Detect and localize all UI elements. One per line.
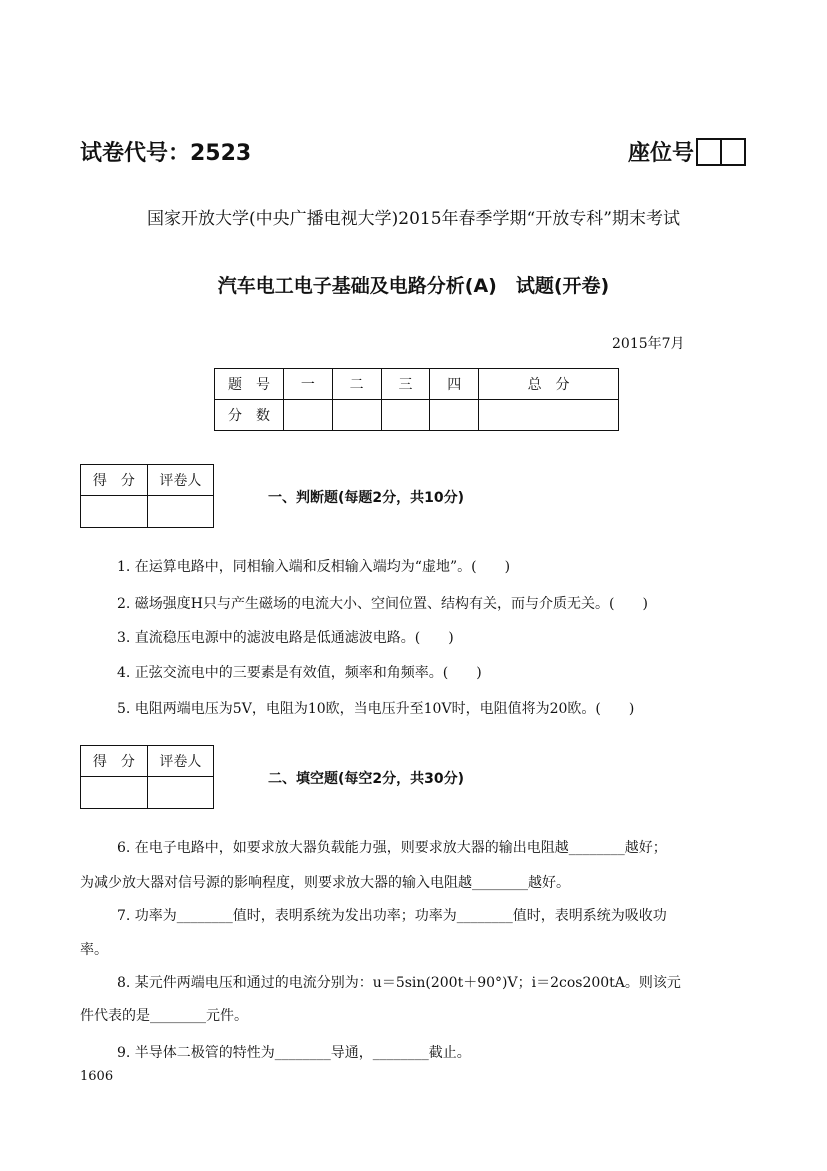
score-cell[interactable] — [332, 400, 381, 431]
paper-code: 试卷代号：2523 — [80, 141, 252, 166]
page-number: 1606 — [80, 1069, 114, 1084]
grader-name-label: 评卷人 — [147, 746, 213, 777]
section-title: 二、填空题(每空2分，共30分) — [268, 771, 465, 787]
score-cell[interactable] — [479, 400, 619, 431]
question-line: 为减少放大器对信号源的影响程度，则要求放大器的输入电阻越________越好。 — [80, 875, 570, 891]
question: 1. 在运算电路中，同相输入端和反相输入端均为“虚地”。( ) — [117, 559, 511, 575]
score-table-header-cell: 题 号 — [215, 369, 284, 400]
exam-title: 汽车电工电子基础及电路分析(A) 试题(开卷) — [217, 275, 610, 297]
question: 2. 磁场强度H只与产生磁场的电流大小、空间位置、结构有关，而与介质无关。( ) — [117, 596, 648, 612]
seat-label: 座位号 — [628, 141, 695, 166]
question-line: 8. 某元件两端电压和通过的电流分别为：u＝5sin(200t＋90°)V；i＝2cos200tA。则该元 — [117, 975, 681, 991]
exam-date: 2015年7月 — [612, 336, 685, 352]
question-line: 9. 半导体二极管的特性为________导通，________截止。 — [117, 1045, 471, 1061]
question-line: 7. 功率为________值时，表明系统为发出功率；功率为________值时，表明系统为吸收功 — [117, 908, 667, 924]
grader-score-cell[interactable] — [81, 496, 148, 528]
seat-number — [628, 136, 746, 167]
score-table — [214, 368, 619, 431]
section-title: 一、判断题(每题2分，共10分) — [268, 490, 465, 506]
seat-number-box — [696, 138, 746, 166]
question: 3. 直流稳压电源中的滤波电路是低通滤波电路。( ) — [117, 630, 454, 646]
question: 4. 正弦交流电中的三要素是有效值，频率和角频率。( ) — [117, 665, 482, 681]
score-table-header-cell: 二 — [332, 369, 381, 400]
score-table-header-row — [215, 369, 619, 400]
score-cell[interactable] — [381, 400, 430, 431]
grader-box — [80, 745, 214, 809]
question-line: 率。 — [80, 942, 108, 958]
grader-score-label: 得 分 — [81, 746, 148, 777]
question-line: 件代表的是________元件。 — [80, 1008, 248, 1024]
grader-score-label: 得 分 — [81, 465, 148, 496]
score-table-row-label: 分 数 — [215, 400, 284, 431]
grader-name-label: 评卷人 — [147, 465, 213, 496]
score-table-score-row — [215, 400, 619, 431]
question: 5. 电阻两端电压为5V，电阻为10欧，当电压升至10V时，电阻值将为20欧。( ) — [117, 701, 635, 717]
grader-score-cell[interactable] — [81, 777, 148, 809]
grader-name-cell[interactable] — [147, 777, 213, 809]
grader-box — [80, 464, 214, 528]
score-table-header-cell: 三 — [381, 369, 430, 400]
question-line: 6. 在电子电路中，如要求放大器负载能力强，则要求放大器的输出电阻越________越好； — [117, 840, 667, 856]
grader-name-cell[interactable] — [147, 496, 213, 528]
score-cell[interactable] — [284, 400, 333, 431]
score-table-header-cell: 四 — [430, 369, 479, 400]
university-heading: 国家开放大学(中央广播电视大学)2015年春季学期“开放专科”期末考试 — [147, 209, 680, 229]
score-table-header-cell: 总 分 — [479, 369, 619, 400]
score-table-header-cell: 一 — [284, 369, 333, 400]
score-cell[interactable] — [430, 400, 479, 431]
